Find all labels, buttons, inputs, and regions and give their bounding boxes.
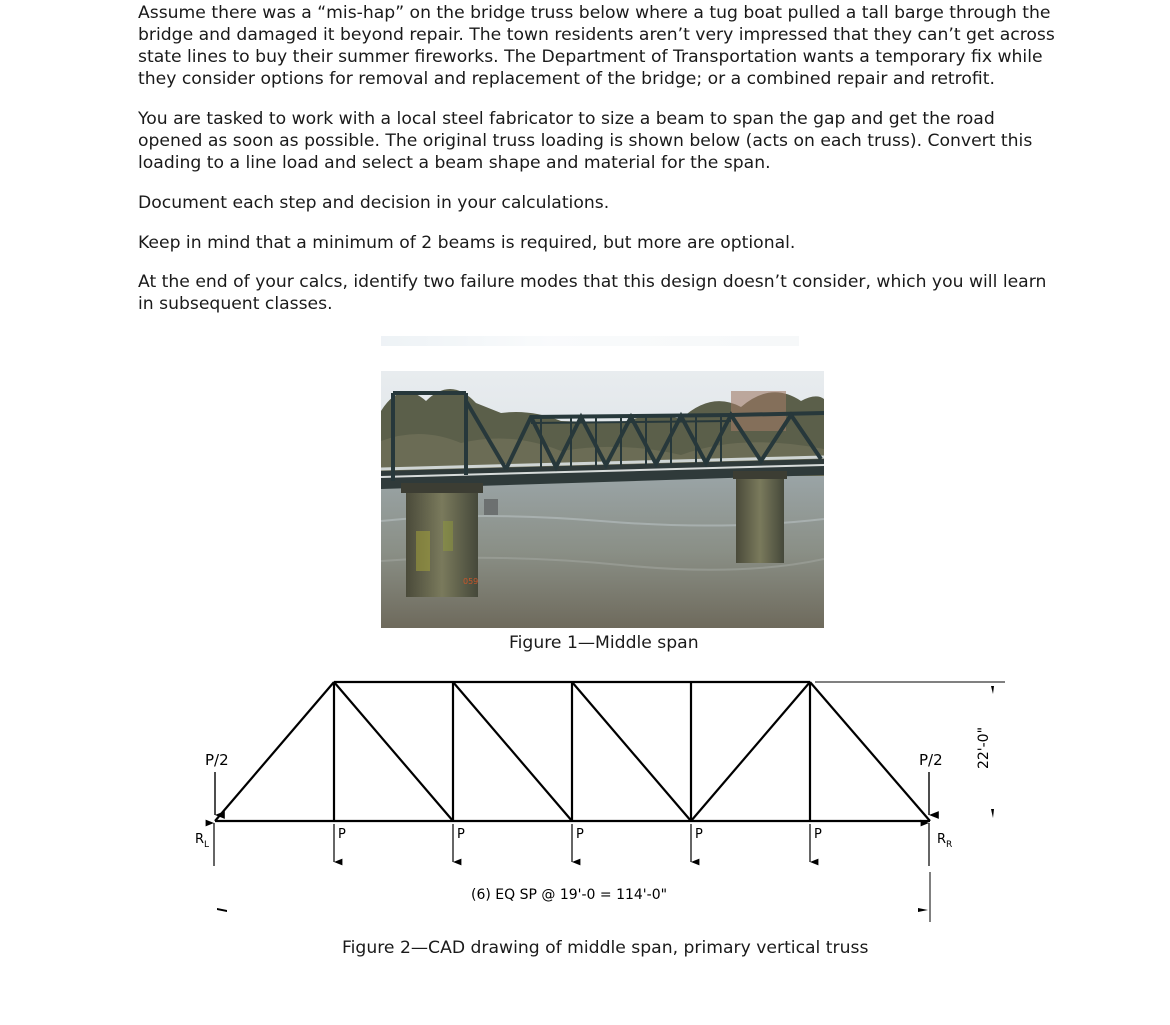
truss-members bbox=[215, 682, 930, 821]
height-dimension: 22'-0" bbox=[976, 726, 992, 770]
task-paragraph: You are tasked to work with a local steel fabricator to size a beam to span the gap and get the road opened as soon as possible. The original truss loading is shown below (acts on each truss). Convert this loading to a line load and select a beam shape and material for the span. bbox=[138, 109, 1033, 173]
image-artifact bbox=[381, 336, 799, 346]
intro-paragraph: Assume there was a “mis-hap” on the bridge truss below where a tug boat pulled a tall barge through the bridge and damaged it beyond repair. The town residents aren’t very impressed that they can’t get across state lines to buy their summer fireworks. The Department of Transportation wants a temporary fix while they consider options for removal and replacement of the bridge; or a combined repair and retrofit. bbox=[138, 3, 1055, 89]
beams-paragraph: Keep in mind that a minimum of 2 beams is required, but more are optional. bbox=[138, 233, 796, 253]
node-load-label: P bbox=[814, 827, 822, 842]
document-paragraph: Document each step and decision in your calculations. bbox=[138, 193, 610, 213]
figure2-caption: Figure 2—CAD drawing of middle span, primary vertical truss bbox=[342, 938, 869, 958]
node-load-label: P bbox=[695, 827, 703, 842]
node-load-arrows bbox=[334, 824, 810, 862]
load-left-label: P/2 bbox=[205, 751, 229, 769]
node-load-label: P bbox=[338, 827, 346, 842]
node-load-label: P bbox=[576, 827, 584, 842]
load-right-label: P/2 bbox=[919, 751, 943, 769]
pier-marking: 059 bbox=[463, 577, 479, 586]
span-dimension: (6) EQ SP @ 19'-0 = 114'-0" bbox=[471, 887, 668, 903]
figure1-caption: Figure 1—Middle span bbox=[509, 633, 699, 653]
bridge-photo bbox=[381, 371, 824, 628]
failure-modes-paragraph: At the end of your calcs, identify two failure modes that this design doesn’t consider, which you will learn in subsequent classes. bbox=[138, 272, 1047, 314]
truss-diagram bbox=[0, 660, 1170, 930]
reaction-left-label: $R_L$ bbox=[195, 832, 210, 850]
reaction-right-label: $R_R$ bbox=[937, 832, 953, 850]
node-load-label: P bbox=[457, 827, 465, 842]
